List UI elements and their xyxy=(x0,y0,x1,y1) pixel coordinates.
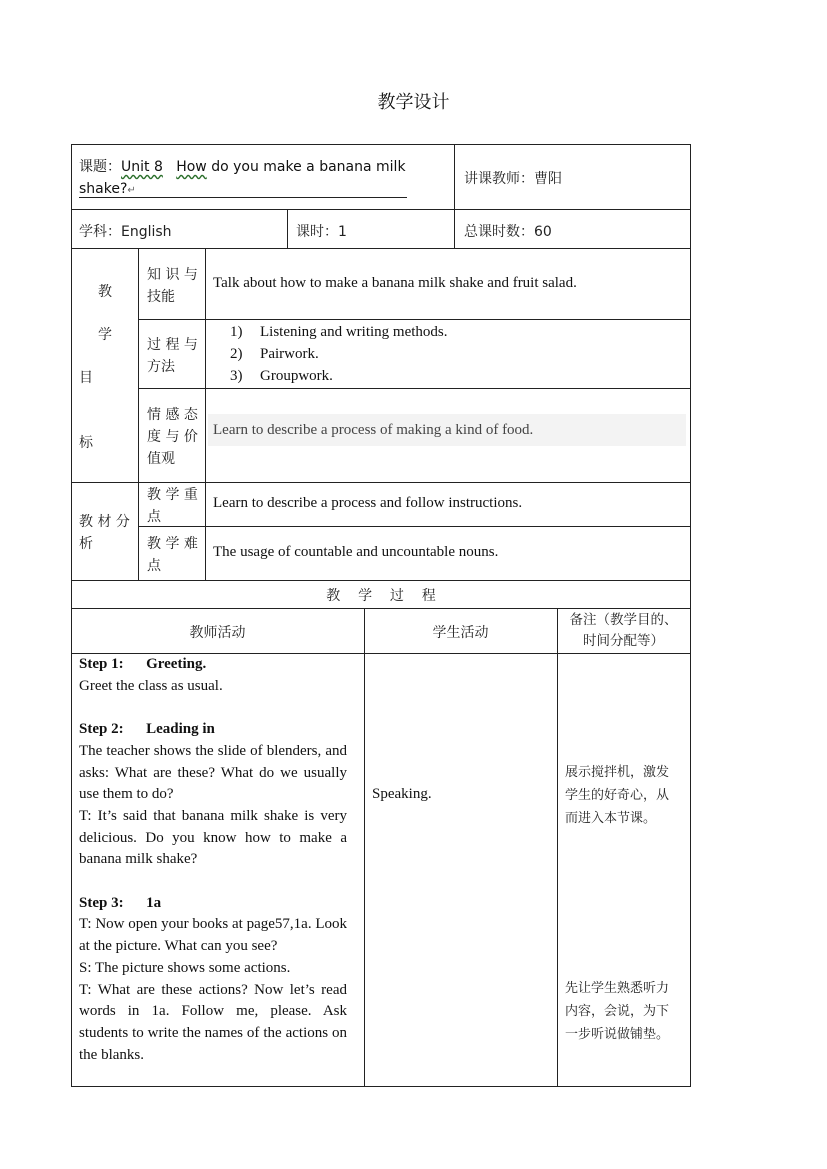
emotion-text: Learn to describe a process of making a kind of food. xyxy=(213,422,534,438)
difficult-point-text: The usage of countable and uncountable nouns. xyxy=(213,544,499,560)
process-heading: 教 学 过 程 xyxy=(326,588,436,604)
step-heading: Step 2: Leading in xyxy=(79,721,215,738)
topic-underline xyxy=(79,197,407,198)
key-point-text: Learn to describe a process and follow instructions. xyxy=(213,495,523,511)
lesson-topic: 课题：Unit 8 How do you make a banana milk shake?↵ xyxy=(79,159,406,197)
process-item-text: Listening and writing methods. xyxy=(260,324,448,340)
activity-line: T: It’s said that banana milk shake is very delicious. Do you know how to make a banana milk shake? xyxy=(79,807,347,868)
total-hours: 总课时数：60 xyxy=(464,224,552,240)
process-item-text: Pairwork. xyxy=(260,346,319,362)
process-label: 过 程 与 方法 xyxy=(147,337,198,375)
objectives-label-char: 学 xyxy=(98,327,112,343)
process-item-num: 2) xyxy=(230,346,243,362)
topic-line2: shake? xyxy=(79,181,128,197)
step-heading: Step 3: 1a xyxy=(79,894,162,911)
note-2: 先让学生熟悉听力 内容，会说，为下 一步听说做铺垫。 xyxy=(565,981,670,1042)
difficult-point-label: 教 学 难 点 xyxy=(147,536,198,574)
activity-line: S: The picture shows some actions. xyxy=(79,959,291,976)
note-1: 展示搅拌机，激发 学生的好奇心，从 而进入本节课。 xyxy=(565,765,670,826)
process-item-num: 1) xyxy=(230,324,243,340)
objectives-label-char: 教 xyxy=(98,284,112,300)
col-teacher-activity: 教师活动 xyxy=(189,625,246,641)
key-point-label: 教 学 重 点 xyxy=(147,487,198,525)
topic-how: How xyxy=(176,159,207,175)
teacher-name: 讲课教师：曹阳 xyxy=(464,171,562,187)
topic-unit: Unit 8 xyxy=(121,159,163,175)
col-notes: 备注（教学目的、 时间分配等） xyxy=(569,612,678,649)
emotion-label: 情 感 态 度 与 价 值观 xyxy=(147,407,198,467)
topic-label: 课题： xyxy=(79,159,121,175)
activity-line: The teacher shows the slide of blenders, and asks: What are these? What do we usually use them to do? xyxy=(79,742,347,803)
lesson-hours: 课时：1 xyxy=(296,224,347,240)
subject: 学科：English xyxy=(79,224,172,240)
col-student-activity: 学生活动 xyxy=(432,625,489,641)
objectives-label-char: 目 xyxy=(79,370,93,386)
activity-line: T: Now open your books at page57,1a. Look at the picture. What can you see? xyxy=(79,916,347,955)
page-title: 教学设计 xyxy=(377,92,450,113)
analysis-label: 教 材 分 析 xyxy=(79,514,130,552)
process-item-text: Groupwork. xyxy=(260,368,333,384)
knowledge-text: Talk about how to make a banana milk shake and fruit salad. xyxy=(213,275,577,291)
student-activity: Speaking. xyxy=(372,786,432,802)
knowledge-label: 知 识 与 技能 xyxy=(147,267,198,305)
step-heading: Step 1: Greeting. xyxy=(79,656,207,672)
process-item-num: 3) xyxy=(230,368,243,384)
activity-line: T: What are these actions? Now let’s read words in 1a. Follow me, please. Ask students to write the names of the actions on the blanks. xyxy=(79,981,347,1063)
objectives-label-char: 标 xyxy=(79,435,93,451)
activity-line: Greet the class as usual. xyxy=(79,677,223,694)
topic-rest: do you make a banana milk xyxy=(206,159,406,175)
teacher-activity xyxy=(79,654,347,1066)
